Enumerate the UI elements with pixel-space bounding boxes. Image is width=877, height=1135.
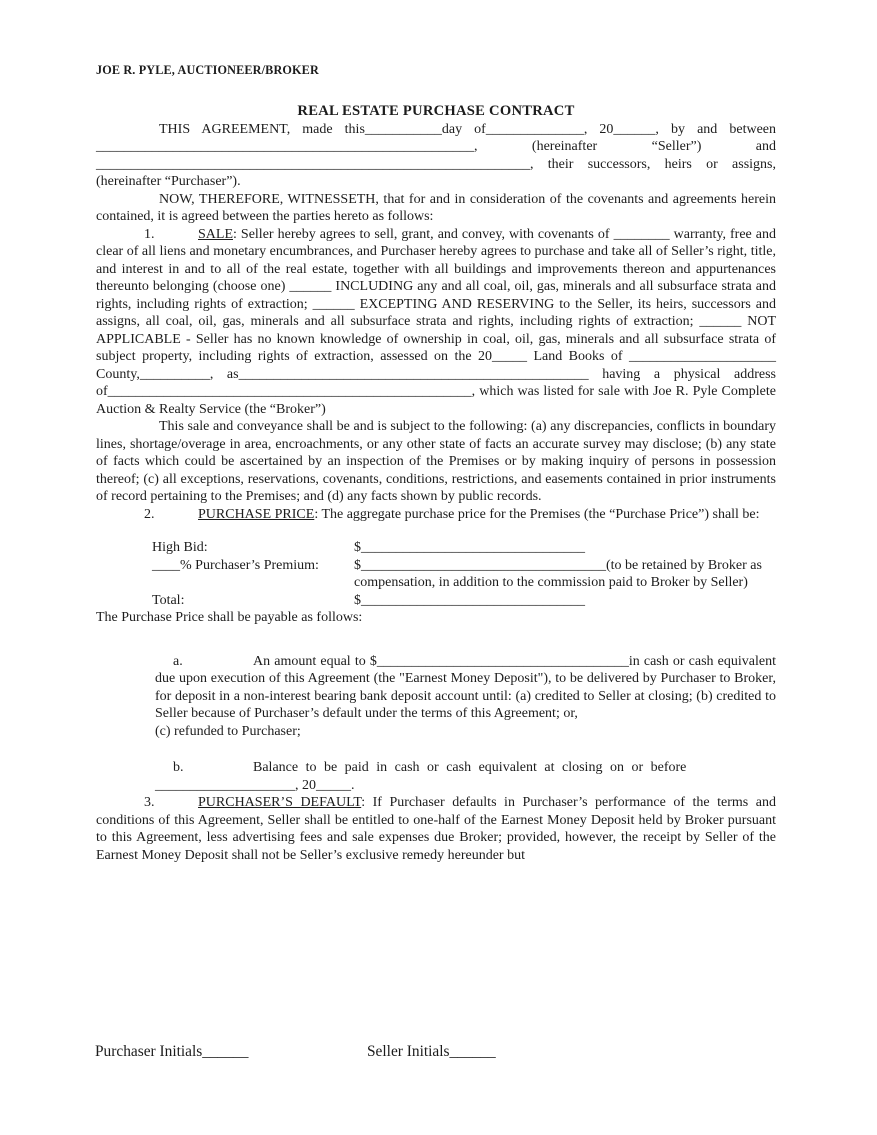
- clause-a-paragraph: [155, 653, 776, 723]
- clause-b-paragraph: [155, 759, 776, 777]
- total-row: [152, 592, 776, 610]
- section-2-number: 2.: [144, 506, 155, 522]
- clause-b-line2: ____________________, 20_____.: [155, 777, 355, 793]
- clause-b-body: Balance to be paid in cash or cash equivalent at closing on or before: [253, 760, 687, 775]
- initials-footer: [95, 1042, 496, 1061]
- high-bid-label: High Bid:: [152, 540, 208, 555]
- broker-header: JOE R. PYLE, AUCTIONEER/BROKER: [96, 63, 319, 77]
- section-2-purchase-price: [96, 506, 776, 524]
- witnesseth-paragraph: NOW, THEREFORE, WITNESSETH, that for and in consideration of the covenants and agreements herein contained, it is agreed between the parties hereto as follows:: [96, 191, 776, 224]
- premium-label: ____% Purchaser’s Premium:: [152, 557, 319, 573]
- clause-a-body: An amount equal to $____________________________________in cash or cash equivalent due upon execution of this Agreement (the "Earnest Money Deposit"), to be delivered by Purchaser to Broker, for deposit in a non-interest bearing bank deposit account until: (a) credited to Seller at closing; (b) credited to Seller because of Purchaser’s default under the terms of this Agreement; or,: [155, 653, 776, 721]
- section-1-body: : Seller hereby agrees to sell, grant, and convey, with covenants of ________ warranty, free and clear of all liens and monetary encumbrances, and Purchaser hereby agrees to purchase and take all of Seller’s right, title, and interest in and to all of the real estate, together with all buildings and improvements thereon and appurtenances thereunto belonging (choose one) ______ INCLUDING any and all coal, oil, gas, minerals and all subsurface strata and rights, including rights of extraction; ______ EXCEPTING AND RESERVING to the Seller, its heirs, successors and assigns, all coal, oil, gas, minerals and all subsurface strata and rights, including rights of extraction; ______ NOT APPLICABLE - Seller has no known knowledge of ownership in coal, oil, gas, minerals and all subsurface strata of subject property, including rights of extraction, assessed on the 20_____ Land Books of _____________________ County,__________, as__________________________________________________ having a physical address of____________________________________________________, which was listed for sale with Joe R. Pyle Complete Auction & Realty Service (the “Broker”): [96, 226, 776, 417]
- premium-value-cell: [354, 557, 776, 592]
- total-blank: $________________________________: [354, 592, 585, 608]
- seller-initials-line: Seller Initials______: [367, 1043, 496, 1060]
- clause-b-letter: b.: [173, 760, 184, 775]
- section-2-label: PURCHASE PRICE: [198, 506, 315, 522]
- clause-a: [155, 653, 776, 741]
- section-3-purchasers-default: [96, 794, 776, 864]
- premium-note-line1: (to be retained by Broker as: [606, 557, 762, 573]
- subject-to-paragraph: This sale and conveyance shall be and is subject to the following: (a) any discrepancies, conflicts in boundary lines, shortage/overage in area, encroachments, or any other state of facts an accurate survey may disclose; (b) any state of facts which could be ascertained by an inspection of the Premises or by making inquiry of persons in possession thereof; (c) all exceptions, reservations, covenants, conditions, restrictions, and easements contained in prior instruments of record pertaining to the Premises; and (d) any facts shown by public records.: [96, 419, 776, 504]
- total-label: Total:: [152, 592, 185, 608]
- clause-b: [155, 759, 776, 794]
- document-title: REAL ESTATE PURCHASE CONTRACT: [297, 103, 575, 119]
- section-3-label: PURCHASER’S DEFAULT: [198, 795, 362, 810]
- section-2-body: : The aggregate purchase price for the Premises (the “Purchase Price”) shall be:: [314, 506, 760, 522]
- section-1-label: SALE: [198, 226, 233, 242]
- section-3-body: : If Purchaser defaults in Purchaser’s performance of the terms and conditions of this Agreement, Seller shall be entitled to one-half of the Earnest Money Deposit held by Broker pursuant to this Agreement, less advertising fees and sale expenses due Broker; provided, however, the receipt by Seller of the Earnest Money Deposit shall not be Seller’s exclusive remedy hereunder but: [96, 795, 776, 863]
- price-table: [152, 539, 776, 609]
- high-bid-blank: $________________________________: [354, 540, 585, 555]
- intro-paragraph: THIS AGREEMENT, made this___________day of______________, 20______, by and between ______________________________________________________, (hereinafter “Seller”) and ______________________________________________________________, their successors, heirs or assigns, (hereinafter “Purchaser”).: [96, 121, 776, 189]
- premium-blank: $___________________________________: [354, 557, 606, 573]
- clause-a-letter: a.: [173, 653, 183, 669]
- purchasers-premium-row: [152, 557, 776, 592]
- high-bid-row: [152, 539, 776, 557]
- section-1-sale: [96, 226, 776, 419]
- section-3-number: 3.: [144, 795, 155, 810]
- premium-note-line2: compensation, in addition to the commission paid to Broker by Seller): [354, 575, 748, 590]
- purchaser-initials-line: Purchaser Initials______: [95, 1043, 249, 1060]
- payable-intro: The Purchase Price shall be payable as follows:: [96, 610, 363, 625]
- clause-a-line2: (c) refunded to Purchaser;: [155, 723, 301, 739]
- section-1-number: 1.: [144, 226, 155, 242]
